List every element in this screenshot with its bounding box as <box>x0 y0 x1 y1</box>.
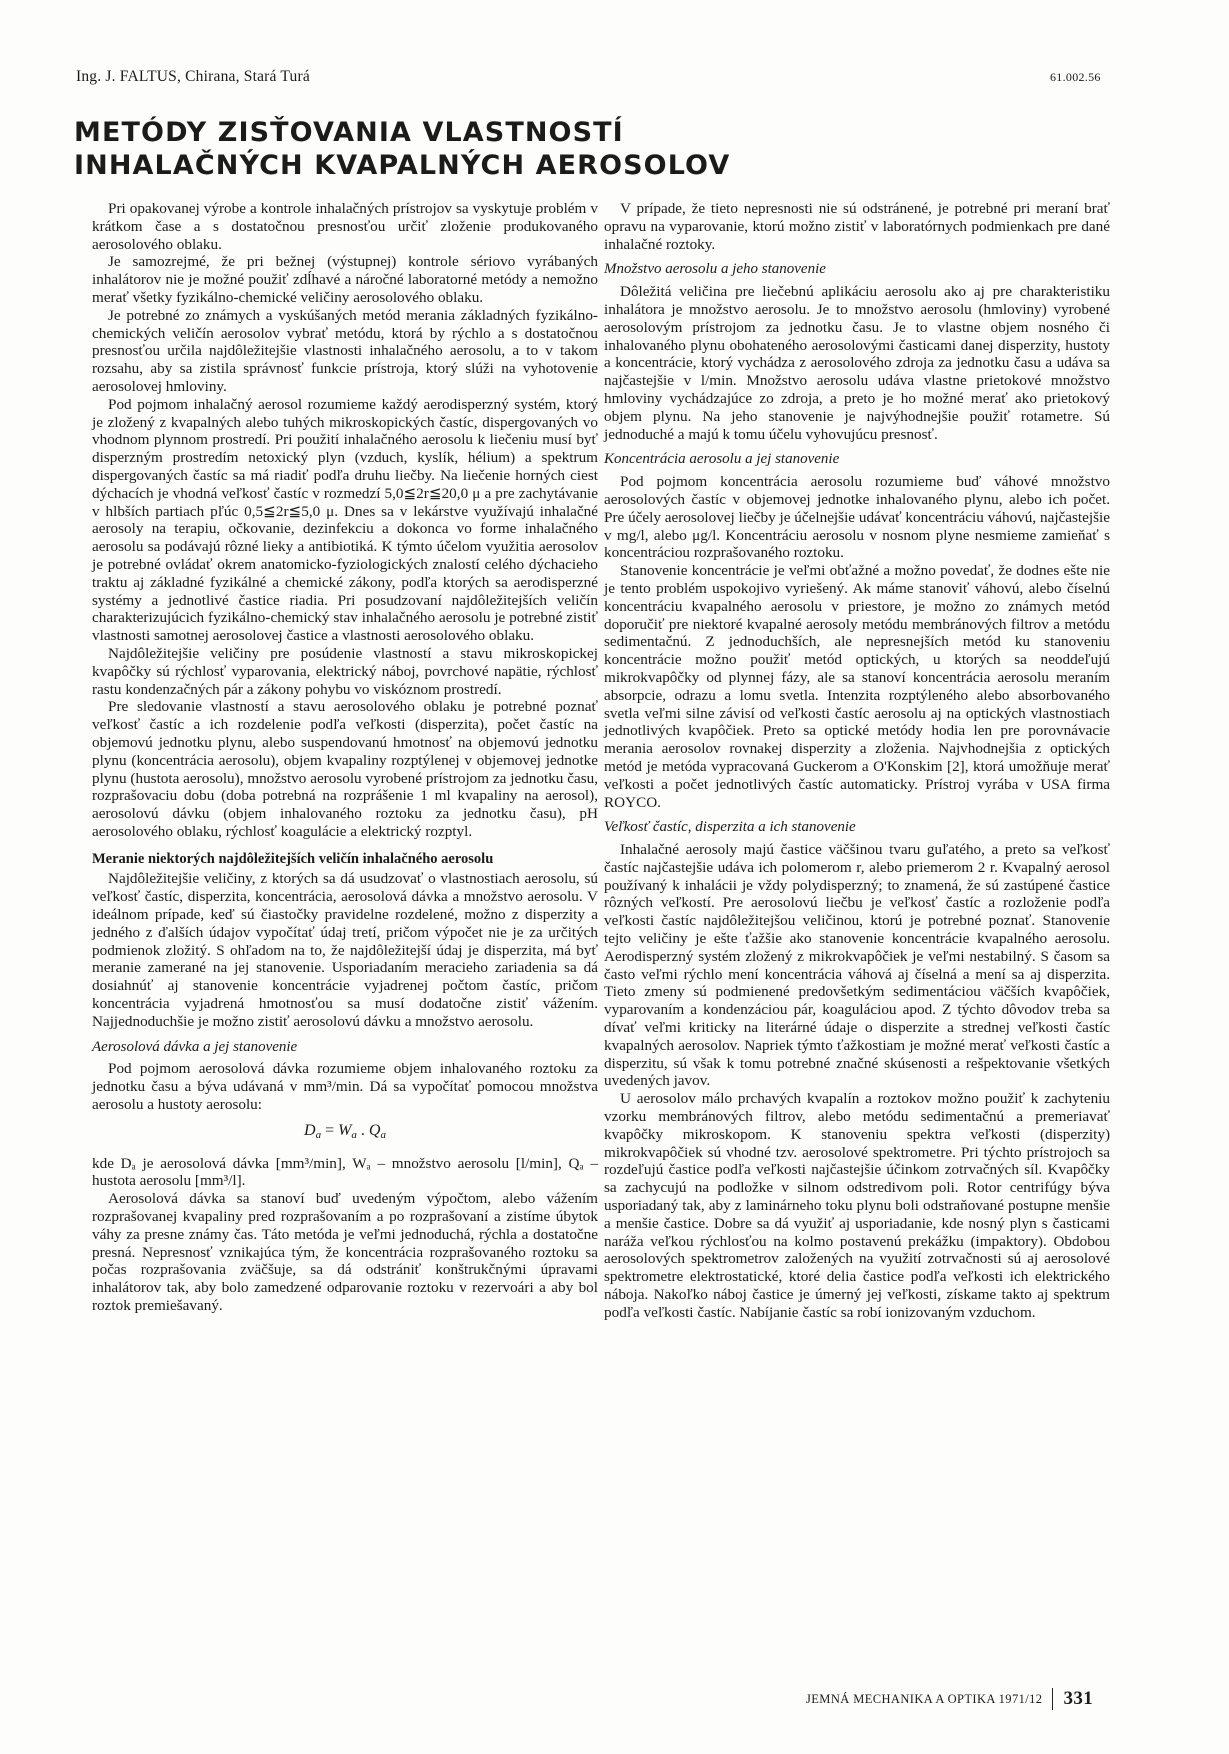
formula <box>92 1122 598 1145</box>
footer <box>806 1688 1093 1710</box>
section-heading: Meranie niektorých najdôležitejších veličín inhalačného aerosolu <box>92 850 494 867</box>
title-line-1: METÓDY ZISŤOVANIA VLASTNOSTÍ <box>74 117 624 148</box>
right-column <box>604 200 1110 1322</box>
formula-w: W <box>338 1121 352 1139</box>
section-heading: Aerosolová dávka a jej stanovenie <box>92 1038 298 1055</box>
paragraph: Pod pojmom aerosolová dávka rozumieme objem inhalovaného roztoku za jednotku času a býva udávaná v mm³/min. Dá sa vypočítať pomocou množstva aerosolu a hustoty aerosolu: <box>92 1060 598 1114</box>
formula-equals: = <box>321 1121 339 1139</box>
footer-journal: JEMNÁ MECHANIKA A OPTIKA 1971/12 <box>806 1691 1043 1706</box>
paragraph: Najdôležitejšie veličiny, z ktorých sa dá usudzovať o vlastnostiach aerosolu, sú veľkosť častíc, disperzita, koncentrácia, aerosolová dávka a množstvo aerosolu. V ideálnom prípade, keď sú čiastočky pravidelne rozdelené, možno z disperzity a jedného z ďalších údajov vypočítať údaj tretí, pričom výpočet nie je za určitých podmienok zložitý. S ohľadom na to, že najdôležitejší údaj je disperzita, má byť meranie zamerané na jej stanovenie. Usporiadaním meracieho zariadenia sa dá dosiahnúť aj stanovenie koncentrácie vyjadrenej počtom častíc, pričom koncentrácia vyjadrená hmotnosťou sa musí dodatočne zistiť vážením. Najjednoduchšie je možno zistiť aerosolovú dávku a množstvo aerosolu. <box>92 870 598 1030</box>
formula-w-sub: a <box>351 1128 357 1141</box>
formula-q: Q <box>368 1121 381 1139</box>
paragraph: Pre sledovanie vlastností a stavu aerosolového oblaku je potrebné poznať veľkosť častíc a ich rozdelenie podľa veľkosti (disperzita), počet častíc na objemovú jednotku plynu, alebo suspendovanú hmotnosť na objemovú jednotku plynu (koncentrácia aerosolu), objem kvapaliny rozptýlenej v objemovej jednotke plynu (hustota aerosolu), množstvo aerosolu vyrobené prístrojom za jednotku času, rozprašovaciu dobu (doba potrebná na rozprášenie 1 ml kvapaliny na aerosol), aerosolovú dávku (objem inhalovaného roztoku za jednotku času), pH aerosolového oblaku, rýchlosť koagulácie a elektrický rozptyl. <box>92 698 598 840</box>
section-heading: Koncentrácia aerosolu a jej stanovenie <box>604 451 840 468</box>
paragraph: Je samozrejmé, že pri bežnej (výstupnej) kontrole sériovo vyrábaných inhalátorov nie je možné použiť zdĺhavé a náročné laboratorné metódy a nemožno merať všetky fyzikálno-chemické veličiny aerosolového oblaku. <box>92 253 598 306</box>
footer-divider <box>1052 1688 1053 1710</box>
section-heading: Veľkosť častíc, disperzita a ich stanovenie <box>604 819 856 836</box>
paragraph: Aerosolová dávka sa stanoví buď uvedeným výpočtom, alebo vážením rozprašovanej kvapaliny pred rozprašovaním a po rozprašovaní a zistíme úbytok váhy za presne známy čas. Táto metóda je veľmi jednoduchá, rýchla a dostatočne presná. Nepresnosť vznikajúca tým, že koncentrácia rozprašovaného roztoku sa počas rozprašovania zväčšuje, sa dá odstrániť konštrukčnými úpravami inhalátorov tak, aby bolo zamedzené odparovanie roztoku v rezervoári a aby bol roztok premiešavaný. <box>92 1190 598 1315</box>
title-line-2: INHALAČNÝCH KVAPALNÝCH AEROSOLOV <box>74 150 731 181</box>
formula-lhs: D <box>304 1121 316 1139</box>
paragraph: Pod pojmom inhalačný aerosol rozumieme každý aerodisperzný systém, ktorý je zložený z kvapalných alebo tuhých mikroskopických častíc, dispergovaných vo vhodnom plynnom prostredí. Pri použití inhalačného aerosolu k liečeniu musí byť disperzným prostredím netoxický plyn (vzduch, kyslík, hélium) a spektrum dispergovaných častíc sa má riadiť podľa druhu liečby. Na liečenie horných ciest dýchacích je vhodná veľkosť častíc v rozmedzí 5,0≦2r≦20,0 μ a pre zachytávanie v hlbších partiach pľúc 0,5≦2r≦5,0 μ. Dnes sa v lekárstve využívajú inhalačné aerosoly na terapiu, očkovanie, dezinfekciu a dokonca vo forme inhalačného aerosolu sa podávajú rôzné lieky a antibiotiká. K týmto účelom využitia aerosolov je potrebné ovládať okrem anatomicko-fyziologických znalostí celého dýchacieho traktu aj základné fyzikálné a chemické zákony, podľa ktorých sa aerodisperzné systémy a jednotlivé častice riadia. Pri posudzovaní najdôležitejších veličín charakterizujúcich fyzikálno-chemický stav inhalačného aerosolu je potrebné zistiť vlastnosti samotnej aerosolovej častice a vlastnosti aerosolového oblaku. <box>92 395 598 645</box>
section-heading: Množstvo aerosolu a jeho stanovenie <box>604 261 826 278</box>
paragraph: kde Dₐ je aerosolová dávka [mm³/min], Wₐ – množstvo aerosolu [l/min], Qₐ – hustota aerosolu [mm³/l]. <box>92 1154 598 1190</box>
article-title <box>74 116 794 182</box>
paragraph: Najdôležitejšie veličiny pre posúdenie vlastností a stavu mikroskopickej kvapôčky sú rýchlosť vyparovania, elektrický náboj, povrchové napätie, rýchlosť rastu kondenzačných pár a zákony pohybu vo viskóznom prostredí. <box>92 644 598 698</box>
paragraph: V prípade, že tieto nepresnosti nie sú odstránené, je potrebné pri meraní brať opravu na vyparovanie, ktorú možno zistiť v laboratórnych podmienkach pre dané inhalačné roztoky. <box>604 200 1110 253</box>
paragraph: Pod pojmom koncentrácia aerosolu rozumieme buď váhové množstvo aerosolových častíc v objemovej jednotke inhalovaného plynu, alebo ich počet. Pre účely aerosolovej liečby je účelnejšie udávať koncentráciu váhovú, najčastejšie v mg/l, alebo μg/l. Koncentráciu aerosolu v nosnom plyne nesmieme zamieňať s koncentráciou rozprašovaného roztoku. <box>604 473 1110 562</box>
paragraph: Dôležitá veličina pre liečebnú aplikáciu aerosolu ako aj pre charakteristiku inhalátora je množstvo aerosolu. Je to množstvo aerosolu (hmloviny) vyrobené aerosolovým prístrojom za jednotku času. Je to vlastne objem nosného či inhalovaného plynu obohateného aerosolovými časticami danej disperzity, hustoty a koncentrácie, ktorý vychádza z aerosolového zdroja za jednotku času a udáva sa najčastejšie v l/min. Množstvo aerosolu udáva vlastne prietokové množstvo hmloviny vychádzajúce zo zdroja, a preto je ho možné merať ako prietokový objem plynu. Na jeho stanovenie je najvýhodnejšie použiť rotametre. Sú jednoduché a majú k tomu účelu vyhovujúcu presnosť. <box>604 283 1110 443</box>
page-number: 331 <box>1063 1688 1094 1709</box>
header-code: 61.002.56 <box>1050 70 1101 84</box>
paragraph: Stanovenie koncentrácie je veľmi obťažné a možno povedať, že dodnes ešte nie je tento problém uspokojivo vyriešený. Ak máme stanoviť váhovú, alebo číselnú koncentráciu kvapalného aerosolu v priestore, je možno zo známych metód doporučiť pre niektoré kvapalné aerosoly metódu membránových filtrov a metódu sedimentačnú. Z jednoduchších, ale nepresnejších metód ku stanoveniu koncentrácie možno použiť metód optických, u ktorých sa neoddeľujú mikrokvapôčky od plynnej fázy, ale sa stanoví koncentrácia aerosolu meraním absorpcie, odrazu a lomu svetla. Intenzita rozptýleného alebo absorbovaného svetla veľmi silne závisí od veľkosti častíc aerosolu aj na optických vlastnostiach jednotlivých kvapôčiek. Preto sa optické metódy hodia len pre porovnávacie merania aerosolov rovnakej disperzity a zloženia. Najvhodnejšia z optických metód je metóda vypracovaná Guckerom a O'Konskim [2], ktorá umožňuje merať veľkosti a počet jednotlivých častíc automaticky. Prístroj vyrába v USA firma ROYCO. <box>604 562 1110 811</box>
formula-dot: . <box>356 1121 369 1139</box>
header-author: Ing. J. FALTUS, Chirana, Stará Turá <box>76 68 310 85</box>
paragraph: Pri opakovanej výrobe a kontrole inhalačných prístrojov sa vyskytuje problém v krátkom čase a s dostatočnou presnosťou určiť zloženie produkovaného aerosolového oblaku. <box>92 200 598 253</box>
formula-lhs-sub: a <box>315 1128 322 1141</box>
left-column <box>92 200 598 1315</box>
paragraph: Inhalačné aerosoly majú častice väčšinou tvaru guľatého, a preto sa veľkosť častíc najčastejšie udáva ich polomerom r, alebo priemerom 2 r. Kvapalný aerosol používaný k inhalácii je vždy polydisperzný; to znamená, že sú zastúpené častice rôzných veľkostí. Pre aerosolovú liečbu je veľkosť častíc a rozloženie podľa veľkosti častíc najdôležitejšou veličinou, ktorú je potrebné poznať. Stanovenie tejto veličiny je ešte ťažšie ako stanovenie koncentrácie kvapalného aerosolu. Aerodisperzný systém zložený z mikrokvapôčiek je veľmi nestabilný. S časom sa často veľmi rýchlo mení koncentrácia váhová aj číselná a mení sa aj disperzita. Tieto zmeny sú podmienené predovšetkým sedimentáciou väčších kvapôčiek, vyparovaním a kondenzáciou pár, koaguláciou apod. Z týchto dôvodov treba sa dívať veľmi kriticky na literárné údaje o disperzite a strednej veľkosti častíc kvapalných aerosolov. Napriek týmto ťažkostiam je možné merať veľkosti častíc a disperzitu, sú však k tomu potrebné značné skúsenosti a rešpektovanie všetkých uvedených javov. <box>604 841 1110 1090</box>
paragraph: U aerosolov málo prchavých kvapalín a roztokov možno použiť k zachyteniu vzorku membránových filtrov, alebo metódu sedimentačnú a premeriavať kvapôčky mikroskopom. K stanoveniu spektra veľkosti (disperzity) mikrokvapôčiek sú vhodné tzv. aerosolové spektrometre. Pri týchto prístrojoch sa rozdeľujú častice podľa veľkosti najčastejšie účinkom zotrvačných síl. Kvapôčky sa zachycujú na podložke v silnom odstredivom poli. Rotor centrifúgy býva usporiadaný tak, aby z laminárneho toku plynu boli odstraňované postupne menšie a menšie častice. Dobre sa dá využiť aj usporiadanie, kde nosný plyn s časticami naráža veľkou rýchlosťou na kolmo postavenú prekážku (impaktory). Obdobou aerosolových spektrometrov založených na využití zotrvačnosti sú aj aerosolové spektrometre elektrostatické, ktoré delia častice podľa veľkosti ich elektrického náboja. Nakoľko náboj častice je úmerný jej veľkosti, získame takto aj spektrum podľa veľkosti častíc. Nabíjanie častíc sa robí ionizovaným vzduchom. <box>604 1090 1110 1321</box>
formula-q-sub: a <box>380 1128 386 1141</box>
paragraph: Je potrebné zo známych a vyskúšaných metód merania základných fyzikálno-chemických veličín aerosolov vybrať metódu, ktorá by rýchlo a s dostatočnou presnosťou určila najdôležitejšie vlastnosti inhalačného aerosolu, a to v takom rozsahu, aby sa zistila správnosť funkcie prístroja, ktorý slúži na vyhotovenie aerosolovej hmloviny. <box>92 306 598 395</box>
